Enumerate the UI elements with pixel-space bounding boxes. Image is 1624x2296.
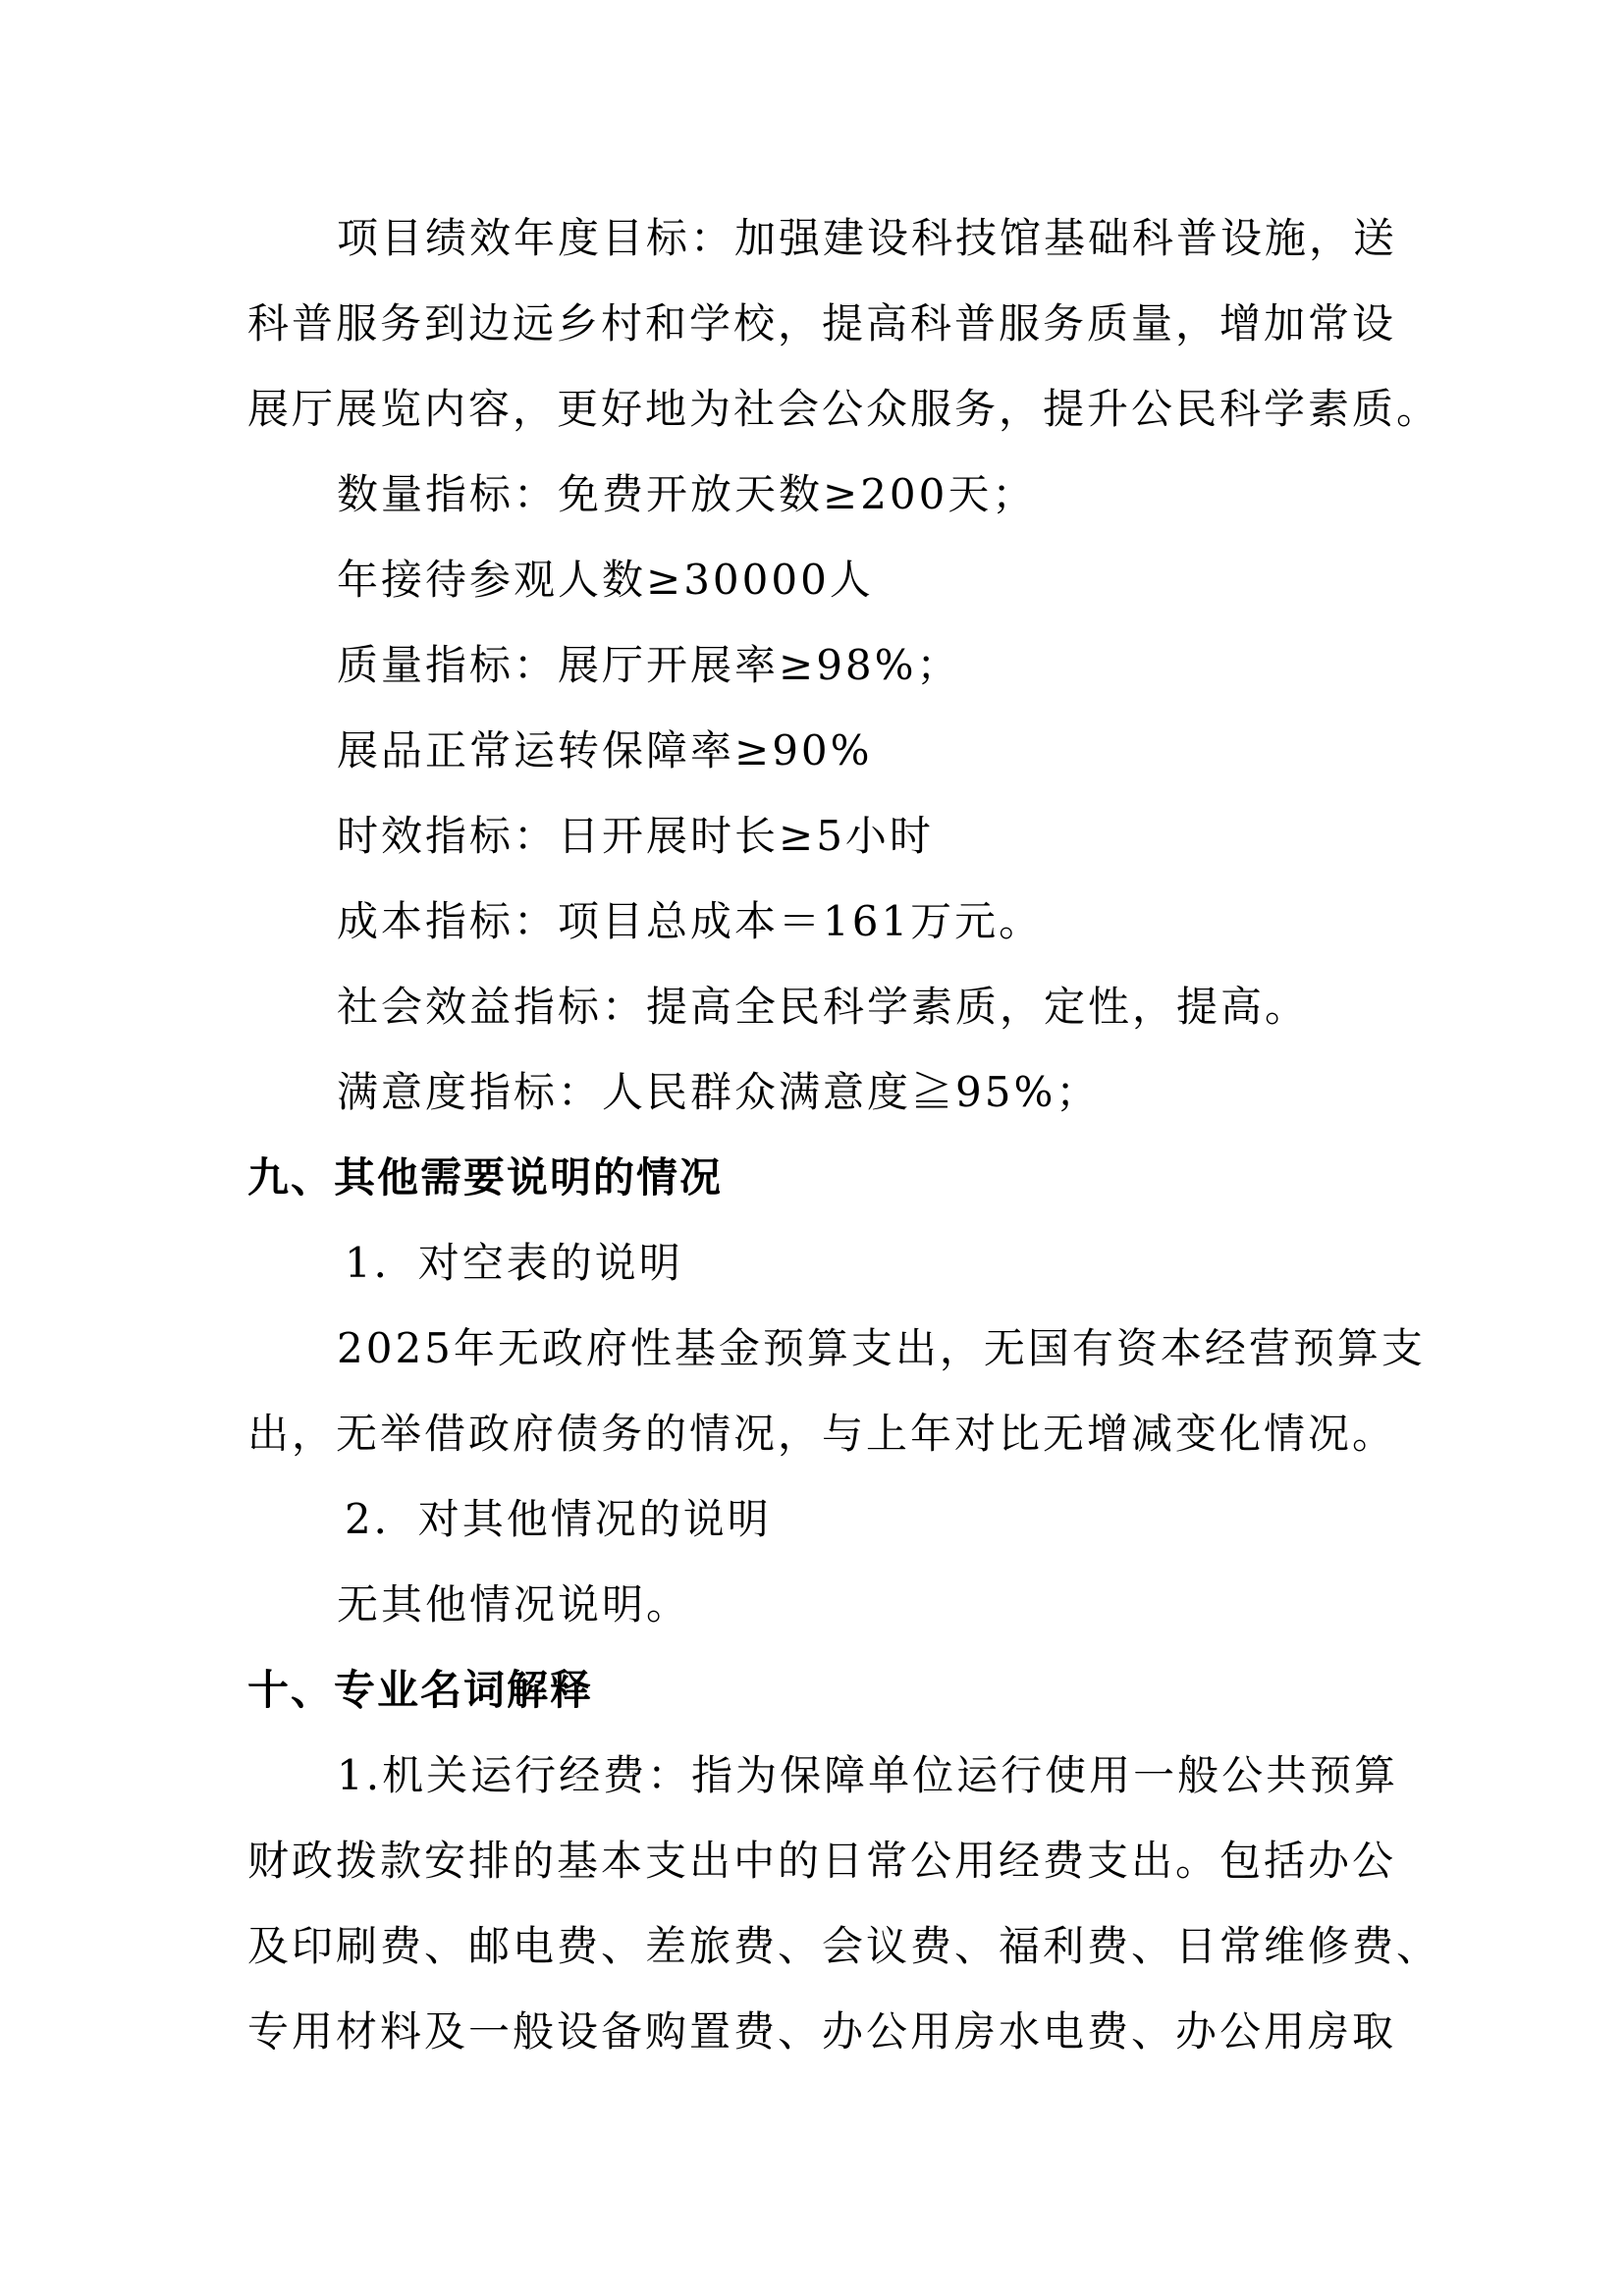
quantity-indicator-line-2: 年接待参观人数≥30000人 — [337, 556, 874, 604]
quality-indicator-line-1: 质量指标：展厅开展率≥98%； — [337, 641, 961, 689]
subheading-empty-tables: 1．对空表的说明 — [345, 1239, 683, 1287]
term-definition-line-2: 财政拨款安排的基本支出中的日常公用经费支出。包括办公 — [247, 1837, 1397, 1885]
section-heading-other-explanations: 九、其他需要说明的情况 — [247, 1153, 724, 1201]
term-definition-line-3: 及印刷费、邮电费、差旅费、会议费、福利费、日常维修费、 — [247, 1922, 1441, 1970]
quantity-indicator-line-1: 数量指标：免费开放天数≥200天； — [337, 470, 1037, 518]
performance-goal-line-2: 科普服务到边远乡村和学校，提高科普服务质量，增加常设 — [247, 299, 1397, 347]
quality-indicator-line-2: 展品正常运转保障率≥90% — [337, 726, 873, 774]
subheading-other-situations: 2．对其他情况的说明 — [345, 1495, 772, 1543]
term-definition-line-1: 1.机关运行经费：指为保障单位运行使用一般公共预算 — [337, 1751, 1399, 1799]
other-situations-line: 无其他情况说明。 — [337, 1580, 691, 1629]
social-benefit-indicator-line: 社会效益指标：提高全民科学素质，定性，提高。 — [337, 983, 1310, 1031]
cost-indicator-line: 成本指标：项目总成本＝161万元。 — [337, 897, 1044, 945]
empty-tables-line-1: 2025年无政府性基金预算支出，无国有资本经营预算支 — [337, 1324, 1426, 1372]
timeliness-indicator-line: 时效指标：日开展时长≥5小时 — [337, 812, 934, 860]
section-heading-term-definitions: 十、专业名词解释 — [247, 1666, 594, 1714]
empty-tables-line-2: 出，无举借政府债务的情况，与上年对比无增减变化情况。 — [247, 1410, 1397, 1458]
performance-goal-line-3: 展厅展览内容，更好地为社会公众服务，提升公民科学素质。 — [247, 385, 1441, 433]
performance-goal-line-1: 项目绩效年度目标：加强建设科技馆基础科普设施，送 — [337, 214, 1398, 262]
satisfaction-indicator-line: 满意度指标：人民群众满意度≧95%； — [337, 1068, 1101, 1116]
term-definition-line-4: 专用材料及一般设备购置费、办公用房水电费、办公用房取 — [247, 2007, 1397, 2056]
